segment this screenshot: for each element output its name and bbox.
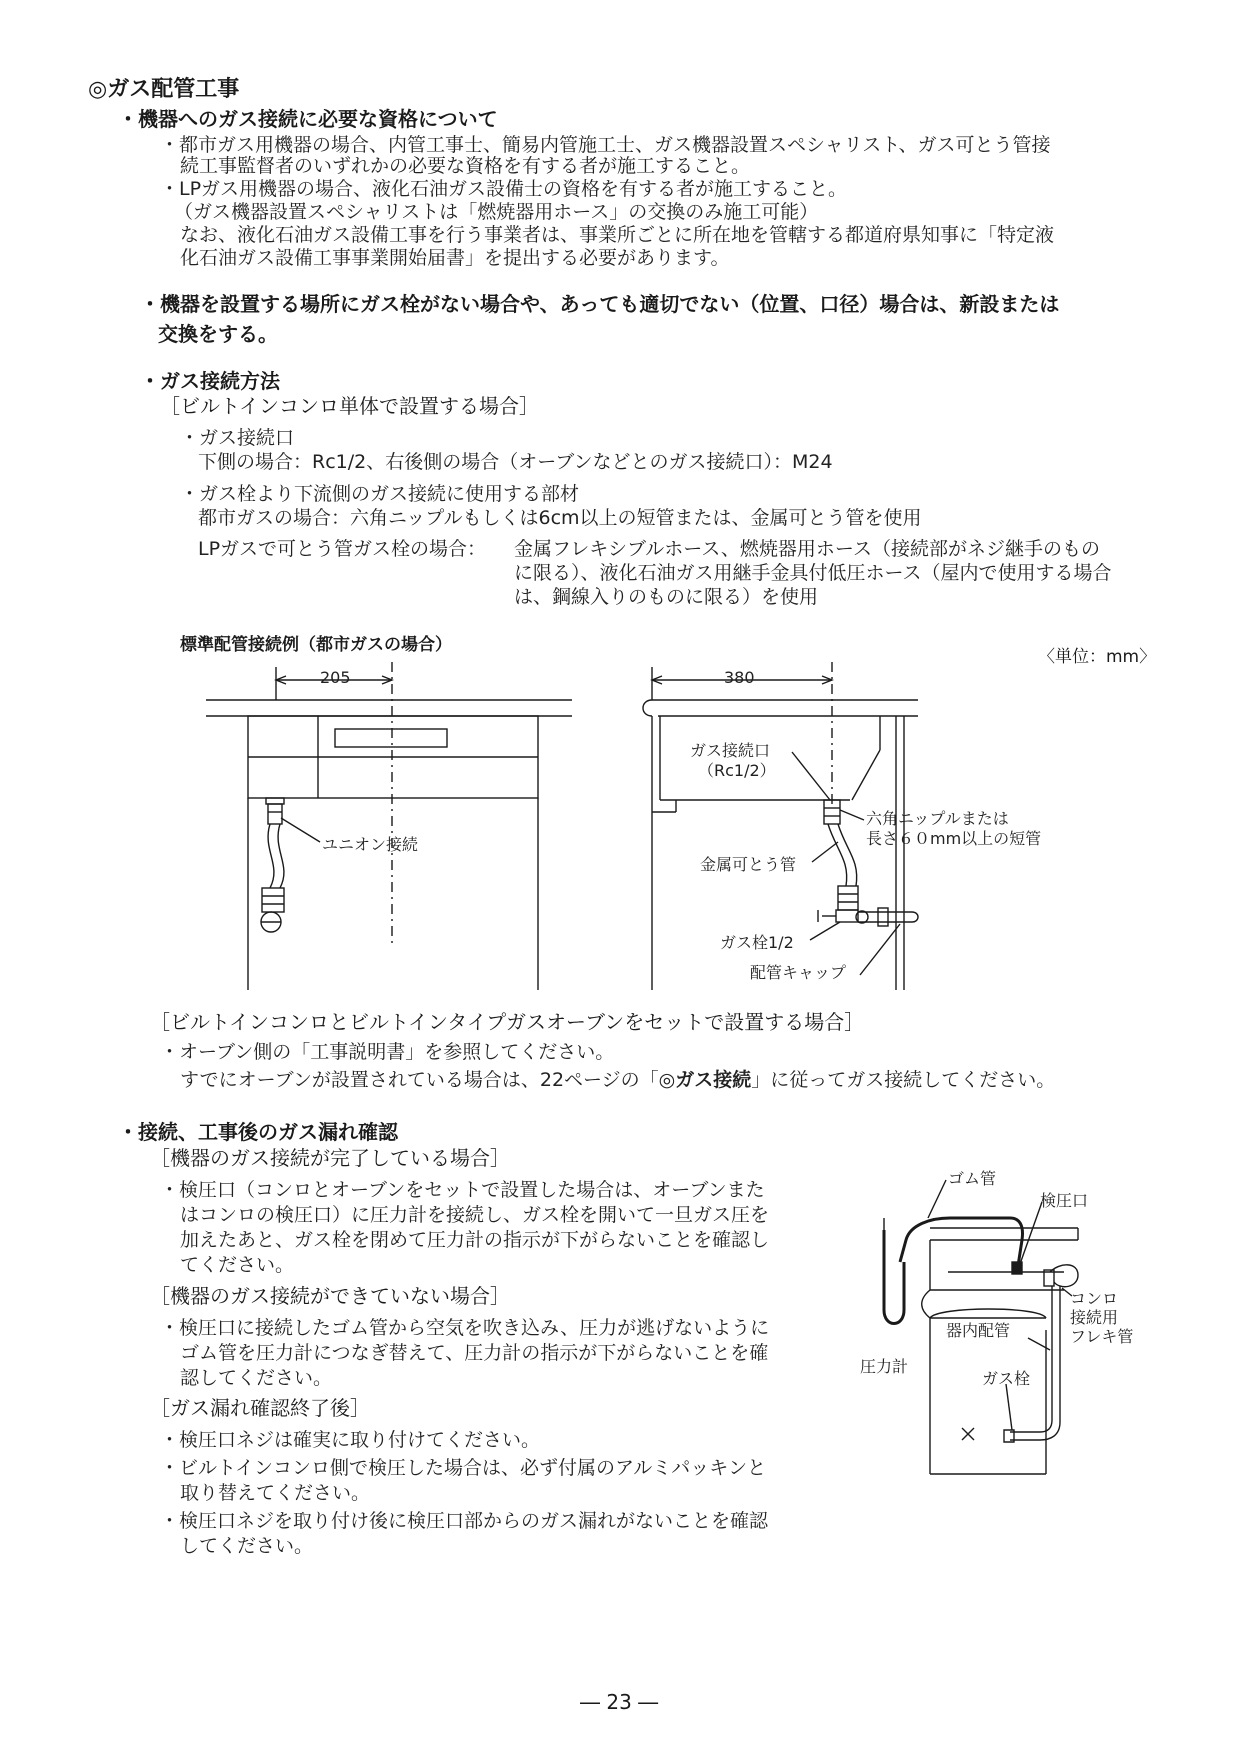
section-qualification-heading: ・機器へのガス接続に必要な資格について <box>118 107 498 131</box>
dim-380: 380 <box>724 668 755 687</box>
qual-bullet-lp-gas-1: ・LPガス用機器の場合、液化石油ガス設備士の資格を有する者が施工すること。 <box>160 178 848 200</box>
page-title: ◎ガス配管工事 <box>88 77 240 102</box>
after-check-text-3: 取り替えてください。 <box>180 1482 371 1504</box>
leak-check-heading: ・接続、工事後のガス漏れ確認 <box>118 1120 398 1144</box>
union-label: ユニオン接続 <box>322 835 419 854</box>
konro-flex-label-1: コンロ <box>1070 1289 1119 1308</box>
nipple-label-1: 六角ニップルまたは <box>866 809 1009 828</box>
connected-text-1: ・検圧口（コンロとオーブンをセットで設置した場合は、オーブンまた <box>160 1179 765 1201</box>
connected-text-2: はコンロの検圧口）に圧力計を接続し、ガス栓を開いて一旦ガス圧を <box>180 1204 770 1226</box>
manometer-label: 圧力計 <box>860 1357 909 1376</box>
set-install-heading: ［ビルトインコンロとビルトインタイプガスオーブンをセットで設置する場合］ <box>150 1010 865 1034</box>
materials-label: ・ガス栓より下流側のガス接続に使用する部材 <box>180 483 580 505</box>
gas-connection-ref: ◎ガス接続 <box>658 1069 752 1091</box>
konro-flex-label-3: フレキ管 <box>1070 1327 1134 1346</box>
qual-bullet-lp-gas-3: なお、液化石油ガス設備工事を行う事業者は、事業所ごとに所在地を管轄する都道府県知事に「特定液 <box>180 224 1055 246</box>
pressure-port-label: 検圧口 <box>1040 1191 1089 1210</box>
gas-port-size-label: （Rc1/2） <box>698 761 776 780</box>
after-check-text-5: してください。 <box>180 1535 314 1557</box>
qual-bullet-lp-gas-4: 化石油ガス設備工事事業開始届書」を提出する必要があります。 <box>180 247 730 269</box>
inner-pipe-label: 器内配管 <box>946 1321 1011 1340</box>
materials-lp-label: LPガスで可とう管ガス栓の場合： <box>198 538 487 560</box>
connected-heading: ［機器のガス接続が完了している場合］ <box>150 1146 510 1170</box>
builtin-alone-heading: ［ビルトインコンロ単体で設置する場合］ <box>160 394 539 418</box>
not-connected-heading: ［機器のガス接続ができていない場合］ <box>150 1284 510 1308</box>
qual-bullet-city-gas-2: 続工事監督者のいずれかの必要な資格を有する者が施工すること。 <box>180 155 751 177</box>
after-check-text-2: ・ビルトインコンロ側で検圧した場合は、必ず付属のアルミパッキンと <box>160 1457 767 1479</box>
gas-port-label: ・ガス接続口 <box>180 427 295 449</box>
flex-tube-label: 金属可とう管 <box>700 855 797 874</box>
after-check-heading: ［ガス漏れ確認終了後］ <box>150 1396 370 1420</box>
not-connected-text-1: ・検圧口に接続したゴム管から空気を吹き込み、圧力が逃げないように <box>160 1317 770 1339</box>
rubber-tube-label: ゴム管 <box>948 1169 997 1188</box>
gas-valve-note-1: ・機器を設置する場所にガス栓がない場合や、あっても適切でない（位置、口径）場合は、新設または <box>140 292 1060 316</box>
materials-lp-2: に限る）、液化石油ガス用継手金具付低圧ホース（屋内で使用する場合 <box>514 562 1112 584</box>
gas-valve-note-2: 交換をする。 <box>158 322 278 346</box>
unit-label: 〈単位：mm〉 <box>1038 647 1157 667</box>
connected-text-3: 加えたあと、ガス栓を閉めて圧力計の指示が下がらないことを確認し <box>180 1229 770 1251</box>
after-check-text-1: ・検圧口ネジは確実に取り付けてください。 <box>160 1429 541 1451</box>
materials-city-gas: 都市ガスの場合：六角ニップルもしくは6cm以上の短管または、金属可とう管を使用 <box>198 507 922 529</box>
set-install-line-1: ・オーブン側の「工事説明書」を参照してください。 <box>160 1041 615 1063</box>
materials-lp-3: は、鋼線入りのものに限る）を使用 <box>514 586 819 608</box>
gas-port-value: 下側の場合：Rc1/2、右後側の場合（オーブンなどとのガス接続口）：M24 <box>198 451 833 473</box>
set-install-line-2a: すでにオーブンが設置されている場合は、22ページの「 <box>180 1069 659 1091</box>
qual-bullet-lp-gas-2: （ガス機器設置スペシャリストは「燃焼器用ホース」の交換のみ施工可能） <box>174 201 819 223</box>
connection-method-heading: ・ガス接続方法 <box>140 369 280 393</box>
nipple-label-2: 長さ６０mm以上の短管 <box>866 829 1042 848</box>
dim-205: 205 <box>320 668 351 687</box>
set-install-line-2c: 」に従ってガス接続してください。 <box>751 1069 1056 1091</box>
gas-valve-diagram-label: ガス栓 <box>982 1369 1031 1388</box>
not-connected-text-3: 認してください。 <box>180 1367 333 1389</box>
qual-bullet-city-gas-1: ・都市ガス用機器の場合、内管工事士、簡易内管施工士、ガス機器設置スペシャリスト、ガス可とう管接 <box>160 134 1051 156</box>
materials-lp-1: 金属フレキシブルホース、燃焼器用ホース（接続部がネジ継手のもの <box>514 538 1100 560</box>
connected-text-4: てください。 <box>180 1254 295 1276</box>
page-number: ― 23 ― <box>580 1690 659 1714</box>
not-connected-text-2: ゴム管を圧力計につなぎ替えて、圧力計の指示が下がらないことを確 <box>180 1342 769 1364</box>
konro-flex-label-2: 接続用 <box>1070 1308 1119 1327</box>
figure-caption: 標準配管接続例（都市ガスの場合） <box>180 635 452 655</box>
gas-valve-label: ガス栓1/2 <box>720 933 794 952</box>
gas-port-diagram-label: ガス接続口 <box>690 741 771 760</box>
after-check-text-4: ・検圧口ネジを取り付け後に検圧口部からのガス漏れがないことを確認 <box>160 1510 769 1532</box>
pipe-cap-label: 配管キャップ <box>750 963 847 982</box>
